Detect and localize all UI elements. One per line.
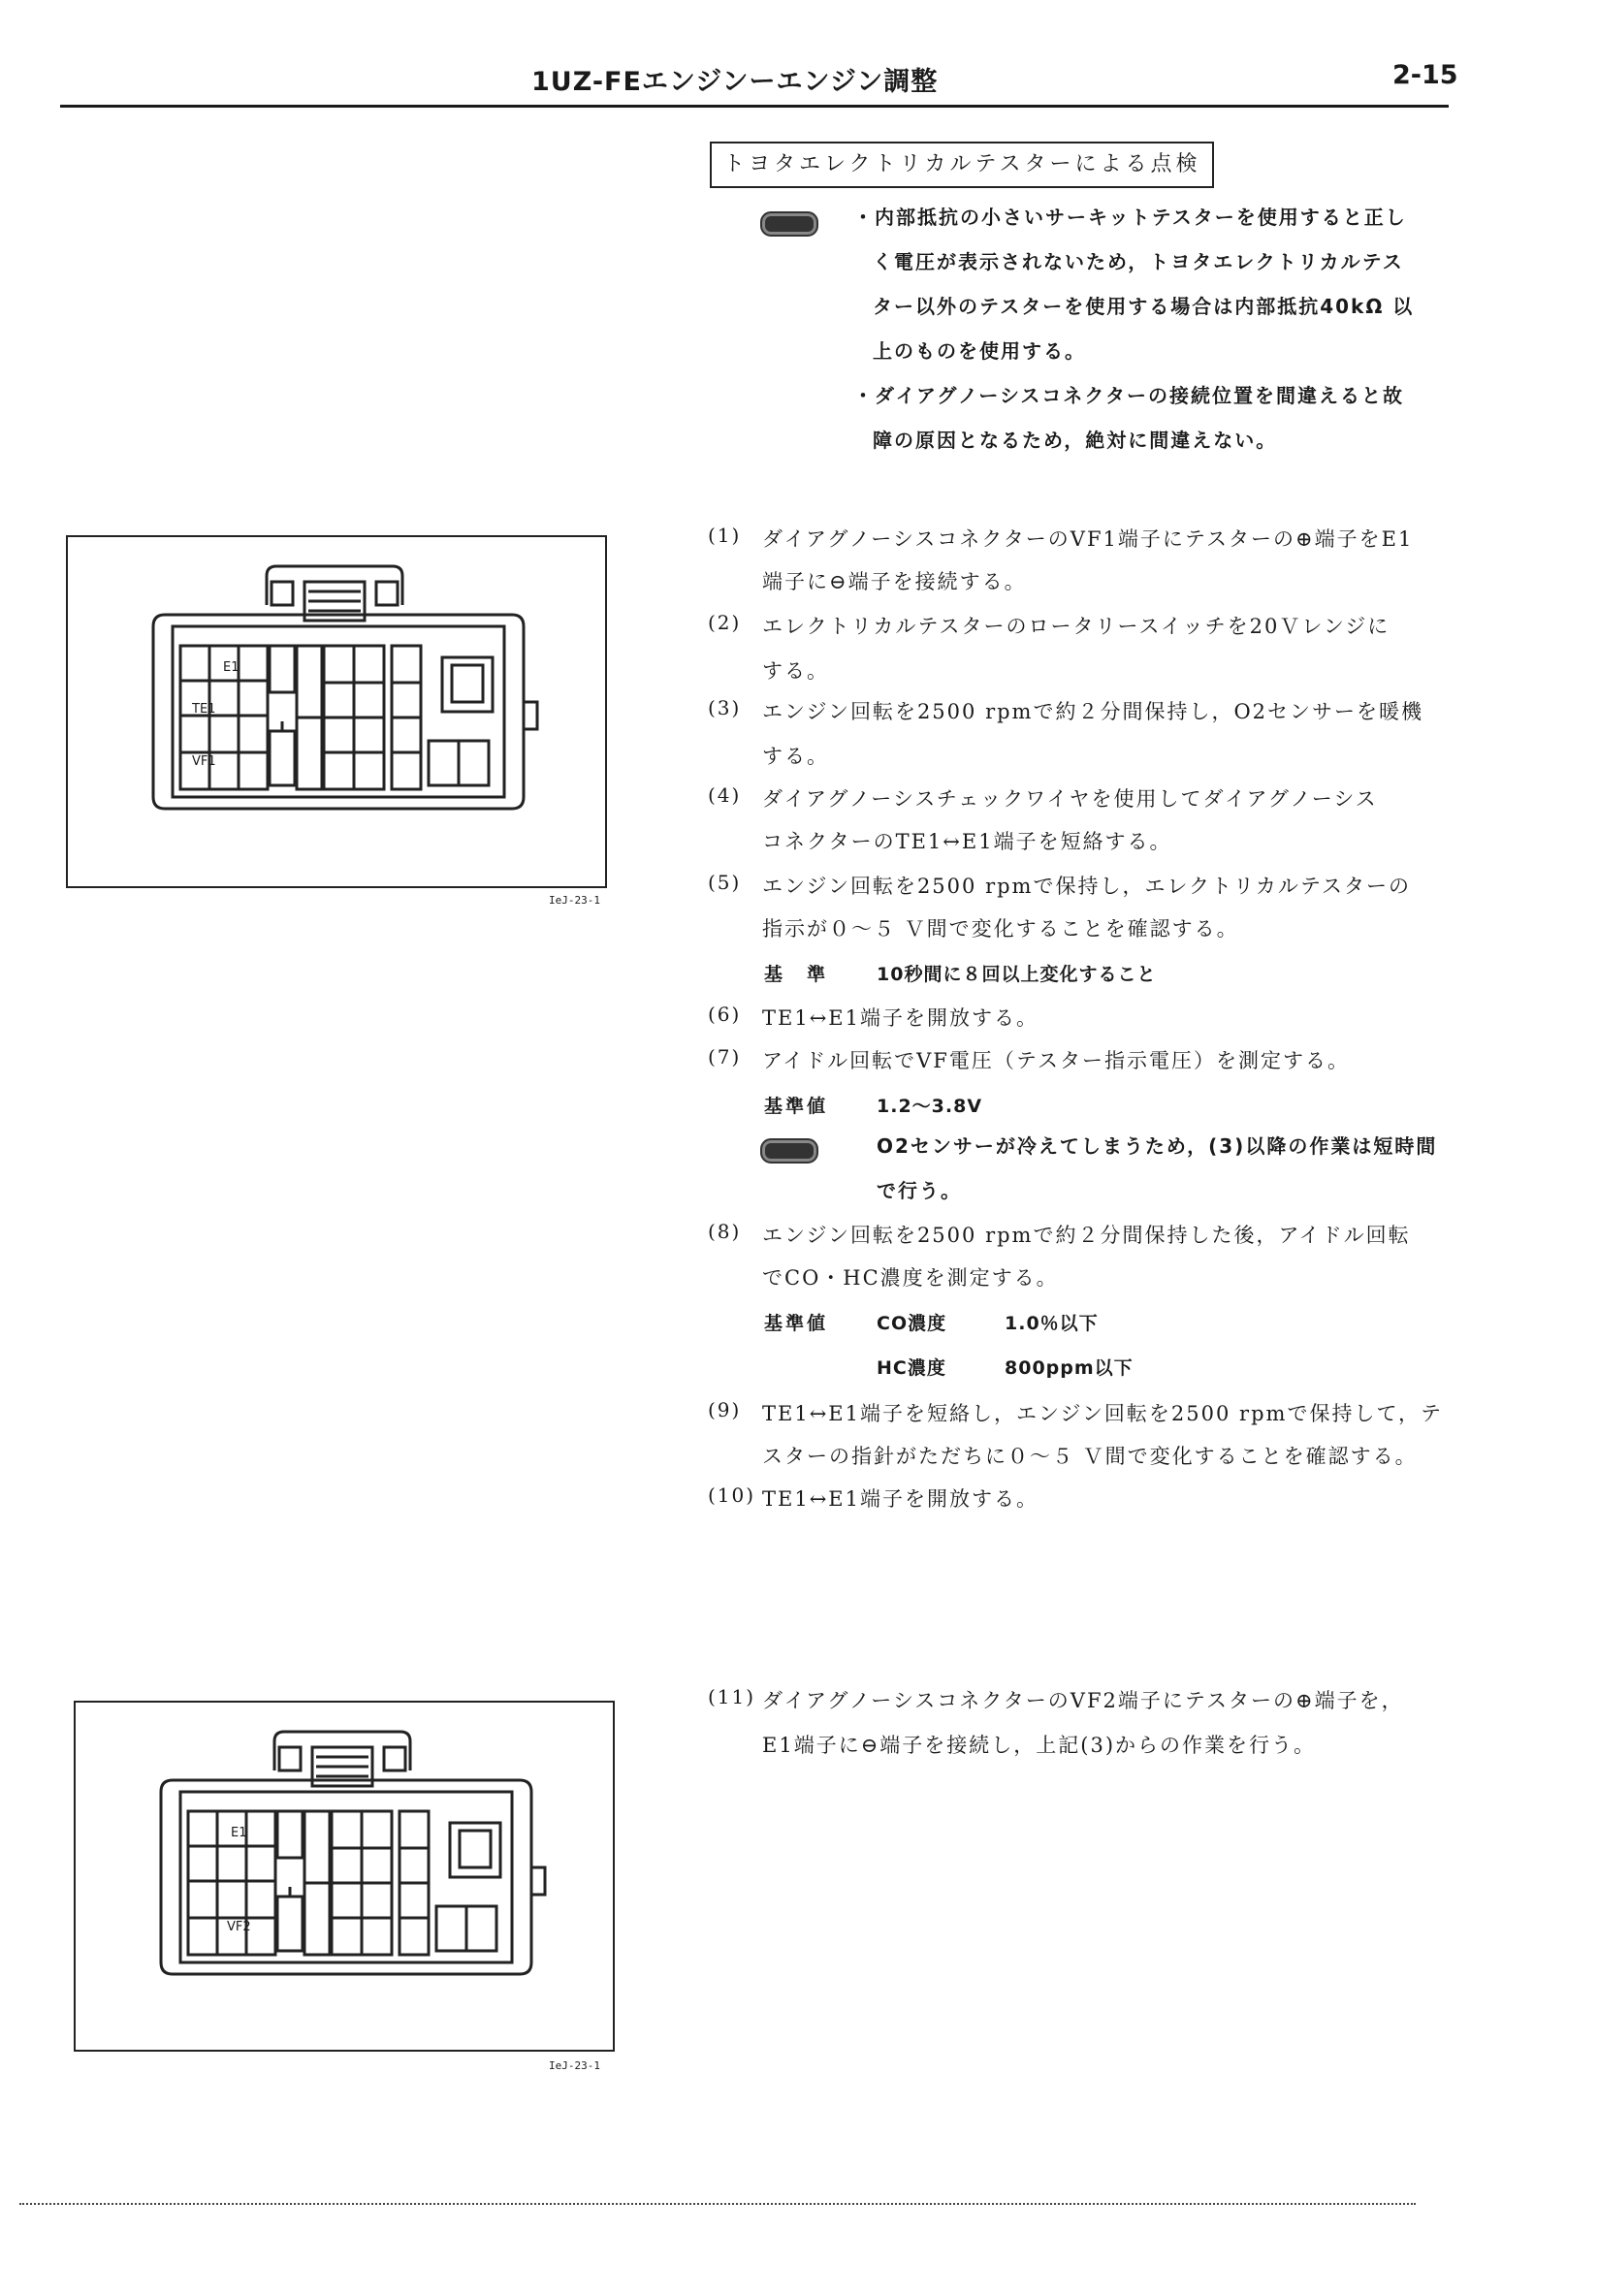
note-line: O2センサーが冷えてしまうため，(3)以降の作業は短時間 — [877, 1134, 1438, 1158]
figure-connector-2 — [74, 1701, 615, 2052]
diagnosis-connector-diagram — [68, 537, 605, 886]
step-text: 指示が０～５ Ｖ間で変化することを確認する。 — [762, 917, 1239, 941]
step-text: コネクターのTE1↔E1端子を短絡する。 — [762, 830, 1172, 853]
label-vf1: VF1 — [192, 754, 216, 769]
note-line: ・内部抵抗の小さいサーキットテスターを使用すると正し — [853, 206, 1407, 229]
step-text: する。 — [762, 745, 829, 768]
hc-label: HC濃度 — [877, 1357, 946, 1379]
page-number: 2-15 — [1392, 60, 1458, 90]
step-text: エレクトリカルテスターのロータリースイッチを20Ｖレンジに — [762, 615, 1390, 638]
step-text: ダイアグノーシスコネクターのVF2端子にテスターの⊕端子を， — [762, 1689, 1404, 1712]
step-text: アイドル回転でVF電圧（テスター指示電圧）を測定する。 — [762, 1049, 1351, 1072]
step-text: エンジン回転を2500 rpmで保持し，エレクトリカルテスターの — [762, 875, 1411, 898]
hc-value: 800ppm以下 — [1005, 1357, 1134, 1379]
step-text: TE1↔E1端子を短絡し，エンジン回転を2500 rpmで保持して，テ — [762, 1402, 1444, 1425]
spec-label: 基 準 — [764, 964, 829, 985]
spec-value: 10秒間に８回以上変化すること — [877, 964, 1157, 985]
step-text: ダイアグノーシスチェックワイヤを使用してダイアグノーシス — [762, 787, 1378, 811]
spec-label: 基準値 — [764, 1096, 829, 1117]
step-number: (8) — [708, 1220, 742, 1243]
co-label: CO濃度 — [877, 1313, 947, 1334]
label-e1: E1 — [231, 1826, 247, 1840]
step-number: (11) — [708, 1685, 756, 1708]
note-line: 上のものを使用する。 — [873, 339, 1086, 363]
step-number: (6) — [708, 1003, 742, 1026]
spec-value: 1.2～3.8V — [877, 1096, 983, 1117]
step-number: (2) — [708, 611, 742, 634]
step-number: (3) — [708, 696, 742, 719]
header-rule — [60, 105, 1449, 108]
step-text: エンジン回転を2500 rpmで約２分間保持した後，アイドル回転 — [762, 1224, 1411, 1247]
step-text: スターの指針がただちに０～５ Ｖ間で変化することを確認する。 — [762, 1445, 1418, 1468]
section-title: トヨタエレクトリカルテスターによる点検 — [710, 142, 1214, 188]
step-text: エンジン回転を2500 rpmで約２分間保持し，O2センサーを暖機 — [762, 700, 1424, 723]
label-e1: E1 — [223, 660, 240, 675]
note-line: ・ダイアグノーシスコネクターの接続位置を間違えると故 — [853, 384, 1404, 407]
step-number: (5) — [708, 871, 742, 894]
step-number: (9) — [708, 1398, 742, 1421]
figure-code: IeJ-23-1 — [549, 2059, 600, 2072]
label-vf2: VF2 — [227, 1920, 251, 1934]
spec-label: 基準値 — [764, 1313, 829, 1334]
figure-connector-1 — [66, 535, 607, 888]
label-te1: TE1 — [192, 702, 216, 717]
step-text: TE1↔E1端子を開放する。 — [762, 1487, 1039, 1511]
note-line: 障の原因となるため，絶対に間違えない。 — [873, 429, 1278, 452]
step-text: 端子に⊖端子を接続する。 — [762, 570, 1027, 593]
step-text: でCO・HC濃度を測定する。 — [762, 1266, 1059, 1290]
step-text: E1端子に⊖端子を接続し，上記(3)からの作業を行う。 — [762, 1734, 1317, 1757]
note-badge-icon — [760, 1138, 818, 1164]
page-header-title: 1UZ-FEエンジンーエンジン調整 — [531, 67, 939, 97]
step-number: (1) — [708, 524, 742, 547]
step-number: (7) — [708, 1045, 742, 1068]
step-number: (10) — [708, 1483, 756, 1507]
step-text: TE1↔E1端子を開放する。 — [762, 1006, 1039, 1030]
step-text: ダイアグノーシスコネクターのVF1端子にテスターの⊕端子をE1 — [762, 527, 1414, 551]
note-badge-icon — [760, 211, 818, 237]
diagnosis-connector-diagram — [76, 1703, 613, 2050]
figure-code: IeJ-23-1 — [549, 894, 600, 907]
note-line: で行う。 — [877, 1179, 962, 1202]
note-line: く電圧が表示されないため，トヨタエレクトリカルテス — [873, 250, 1404, 273]
step-text: する。 — [762, 659, 829, 683]
footer-dotted-rule — [19, 2203, 1416, 2205]
step-number: (4) — [708, 783, 742, 807]
note-line: ター以外のテスターを使用する場合は内部抵抗40kΩ 以 — [873, 295, 1415, 318]
co-value: 1.0％以下 — [1005, 1313, 1099, 1334]
